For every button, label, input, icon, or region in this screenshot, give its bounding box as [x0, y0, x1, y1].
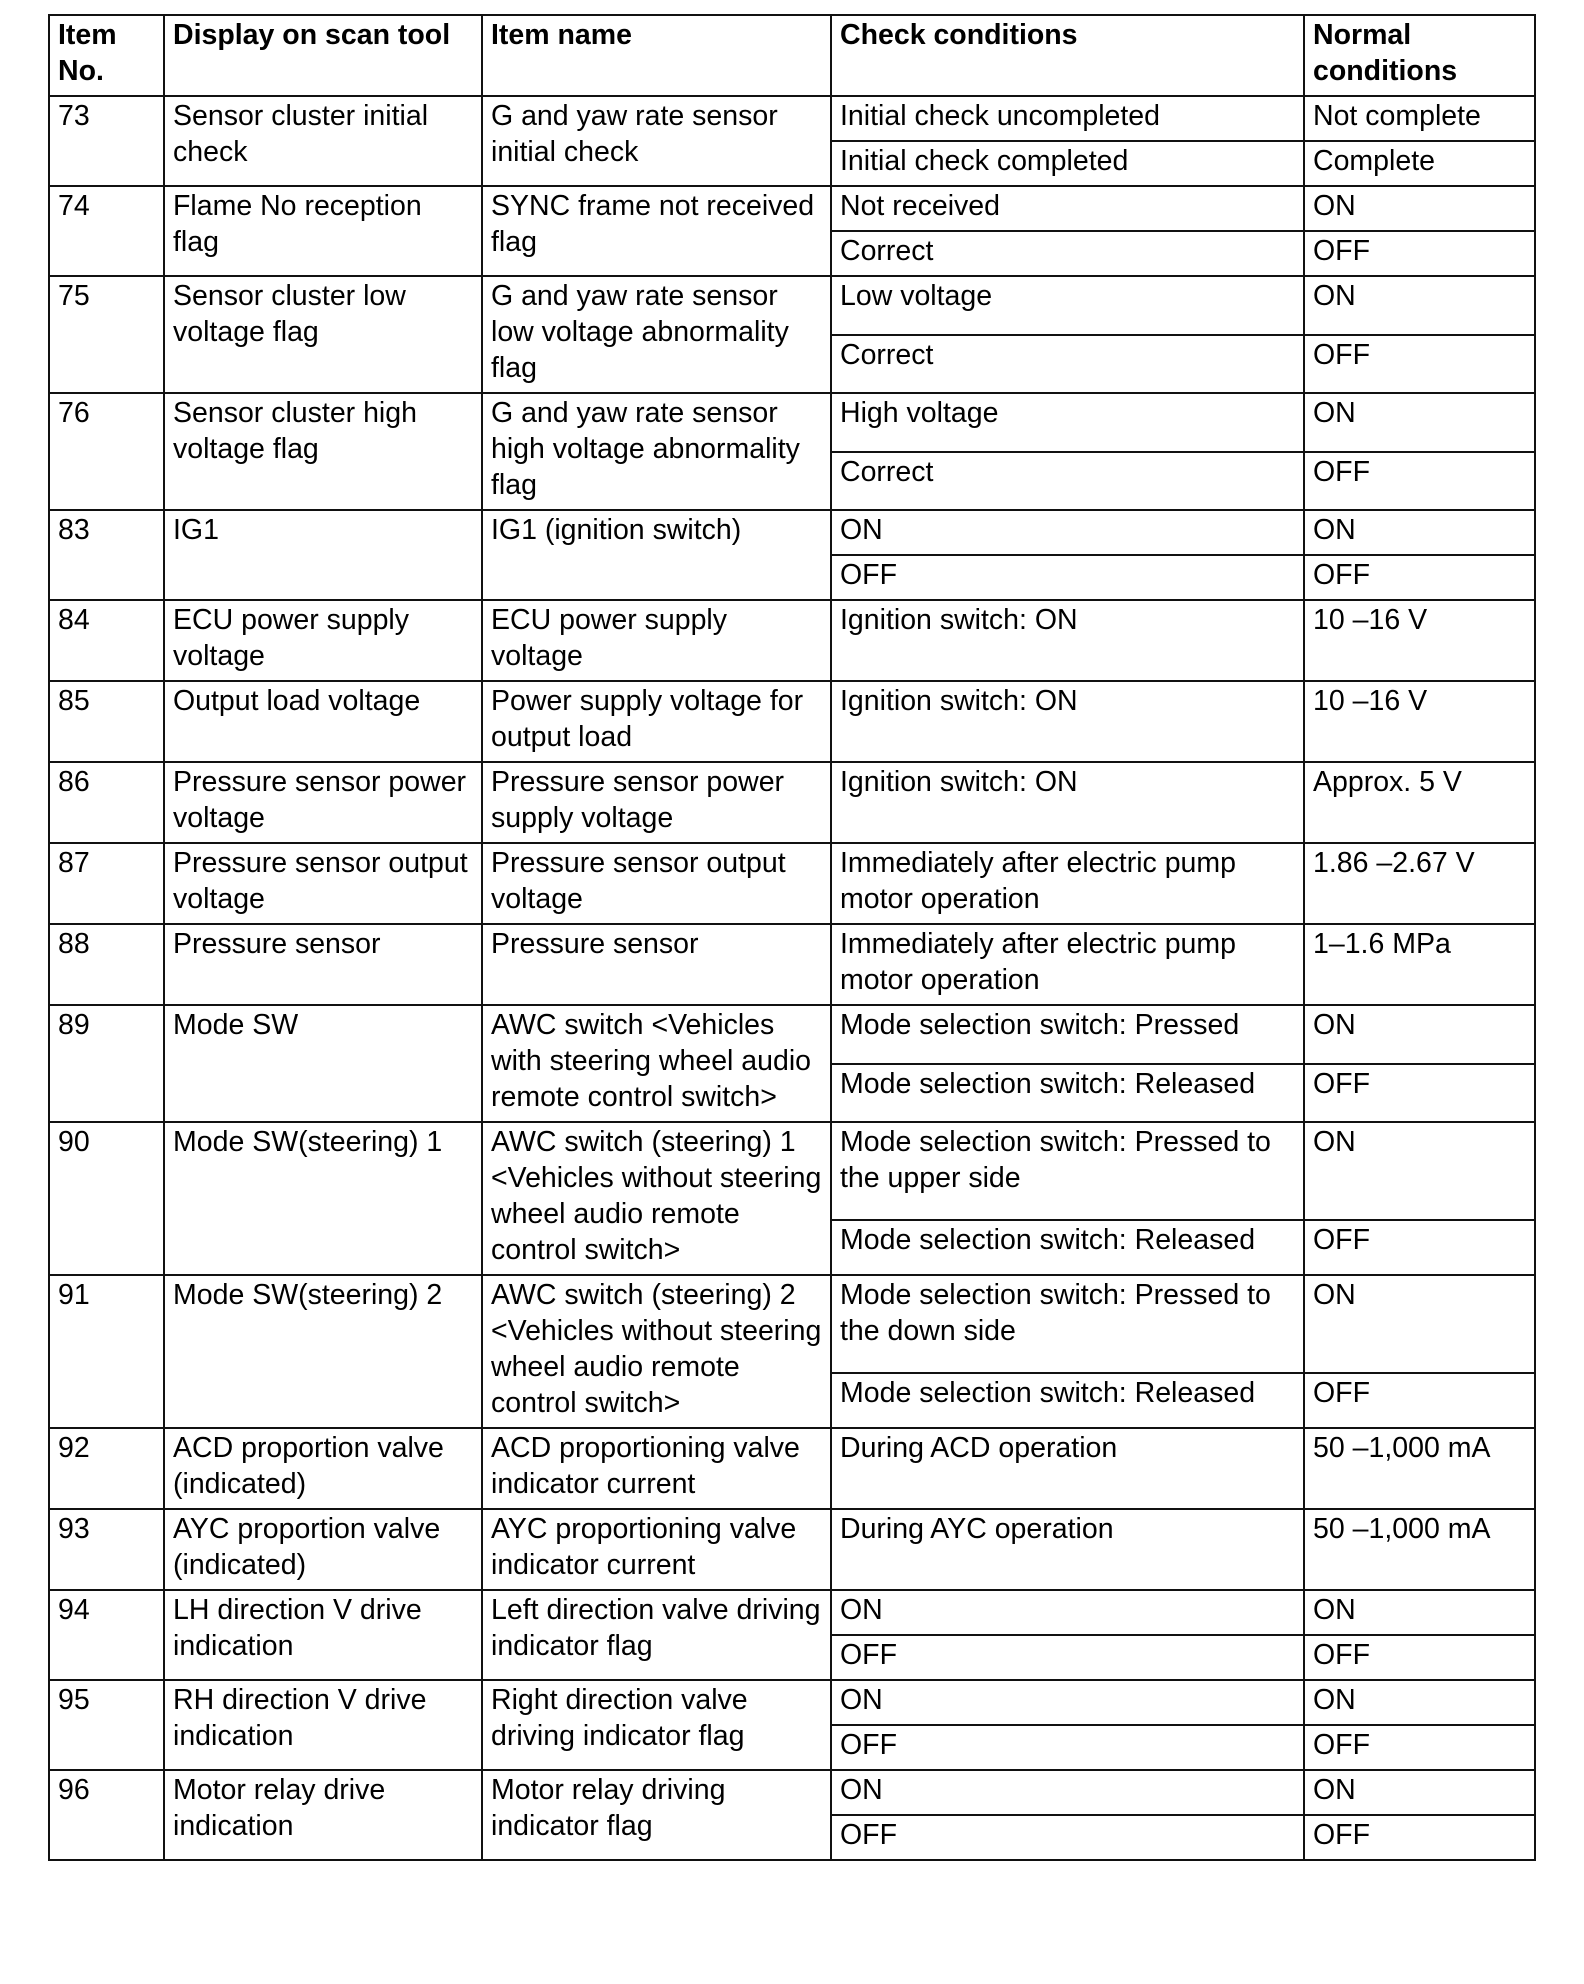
table-row — [49, 1275, 1535, 1373]
item-no-cell: 93 — [49, 1509, 164, 1590]
item-name-cell: AYC proportioning valve indicator current — [482, 1509, 831, 1590]
item-name-cell: Pressure sensor output voltage — [482, 843, 831, 924]
check-condition-cell: During ACD operation — [831, 1428, 1304, 1509]
table-row — [49, 1590, 1535, 1635]
item-name-cell: Pressure sensor power supply voltage — [482, 762, 831, 843]
normal-condition-cell: Complete — [1304, 141, 1535, 186]
item-no-cell: 73 — [49, 96, 164, 186]
check-condition-cell: Ignition switch: ON — [831, 600, 1304, 681]
table-body — [49, 96, 1535, 1860]
normal-condition-cell: ON — [1304, 1122, 1535, 1220]
normal-condition-cell: OFF — [1304, 1815, 1535, 1860]
item-name-cell: AWC switch <Vehicles with steering wheel audio remote control switch> — [482, 1005, 831, 1122]
item-no-cell: 90 — [49, 1122, 164, 1275]
item-no-cell: 74 — [49, 186, 164, 276]
item-no-cell: 75 — [49, 276, 164, 393]
check-condition-cell: ON — [831, 1680, 1304, 1725]
item-name-cell: ECU power supply voltage — [482, 600, 831, 681]
normal-condition-cell: OFF — [1304, 335, 1535, 394]
item-name-cell: Pressure sensor — [482, 924, 831, 1005]
check-condition-cell: ON — [831, 510, 1304, 555]
header-item-name: Item name — [482, 15, 831, 96]
display-on-scan-tool-cell: Mode SW(steering) 2 — [164, 1275, 482, 1428]
normal-condition-cell: OFF — [1304, 555, 1535, 600]
display-on-scan-tool-cell: Sensor cluster initial check — [164, 96, 482, 186]
item-no-cell: 86 — [49, 762, 164, 843]
normal-condition-cell: 10 –16 V — [1304, 681, 1535, 762]
display-on-scan-tool-cell: Sensor cluster low voltage flag — [164, 276, 482, 393]
normal-condition-cell: Approx. 5 V — [1304, 762, 1535, 843]
header-check-conditions: Check conditions — [831, 15, 1304, 96]
header-row — [49, 15, 1535, 96]
display-on-scan-tool-cell: Pressure sensor power voltage — [164, 762, 482, 843]
check-condition-cell: Correct — [831, 231, 1304, 276]
normal-condition-cell: 10 –16 V — [1304, 600, 1535, 681]
display-on-scan-tool-cell: Pressure sensor output voltage — [164, 843, 482, 924]
check-condition-cell: Mode selection switch: Released — [831, 1373, 1304, 1428]
check-condition-cell: Initial check uncompleted — [831, 96, 1304, 141]
table-row — [49, 1005, 1535, 1064]
display-on-scan-tool-cell: AYC proportion valve (indicated) — [164, 1509, 482, 1590]
table-row — [49, 1509, 1535, 1590]
normal-condition-cell: OFF — [1304, 231, 1535, 276]
normal-condition-cell: ON — [1304, 510, 1535, 555]
normal-condition-cell: OFF — [1304, 1635, 1535, 1680]
check-condition-cell: Mode selection switch: Released — [831, 1064, 1304, 1123]
table-row — [49, 186, 1535, 231]
item-name-cell: Power supply voltage for output load — [482, 681, 831, 762]
check-condition-cell: High voltage — [831, 393, 1304, 452]
item-name-cell: SYNC frame not received flag — [482, 186, 831, 276]
normal-condition-cell: ON — [1304, 1005, 1535, 1064]
item-no-cell: 96 — [49, 1770, 164, 1860]
normal-condition-cell: ON — [1304, 393, 1535, 452]
display-on-scan-tool-cell: Flame No reception flag — [164, 186, 482, 276]
normal-condition-cell: OFF — [1304, 1373, 1535, 1428]
item-no-cell: 89 — [49, 1005, 164, 1122]
display-on-scan-tool-cell: ECU power supply voltage — [164, 600, 482, 681]
table-row — [49, 600, 1535, 681]
data-list-sheet — [48, 14, 1534, 1861]
table-row — [49, 393, 1535, 452]
normal-condition-cell: ON — [1304, 276, 1535, 335]
check-condition-cell: Correct — [831, 452, 1304, 511]
check-condition-cell: Mode selection switch: Pressed to the upper side — [831, 1122, 1304, 1220]
header-normal-conditions: Normal conditions — [1304, 15, 1535, 96]
item-name-cell: G and yaw rate sensor high voltage abnormality flag — [482, 393, 831, 510]
header-display-on-scan-tool: Display on scan tool — [164, 15, 482, 96]
table-row — [49, 1680, 1535, 1725]
normal-condition-cell: 1.86 –2.67 V — [1304, 843, 1535, 924]
display-on-scan-tool-cell: Mode SW(steering) 1 — [164, 1122, 482, 1275]
normal-condition-cell: ON — [1304, 1275, 1535, 1373]
check-condition-cell: Mode selection switch: Pressed — [831, 1005, 1304, 1064]
normal-condition-cell: 50 –1,000 mA — [1304, 1509, 1535, 1590]
item-no-cell: 91 — [49, 1275, 164, 1428]
item-no-cell: 76 — [49, 393, 164, 510]
check-condition-cell: OFF — [831, 1635, 1304, 1680]
display-on-scan-tool-cell: LH direction V drive indication — [164, 1590, 482, 1680]
check-condition-cell: ON — [831, 1770, 1304, 1815]
check-condition-cell: Low voltage — [831, 276, 1304, 335]
item-no-cell: 87 — [49, 843, 164, 924]
table-row — [49, 1122, 1535, 1220]
display-on-scan-tool-cell: Sensor cluster high voltage flag — [164, 393, 482, 510]
check-condition-cell: Mode selection switch: Pressed to the down side — [831, 1275, 1304, 1373]
display-on-scan-tool-cell: IG1 — [164, 510, 482, 600]
table-row — [49, 843, 1535, 924]
item-no-cell: 92 — [49, 1428, 164, 1509]
normal-condition-cell: ON — [1304, 1590, 1535, 1635]
normal-condition-cell: OFF — [1304, 452, 1535, 511]
display-on-scan-tool-cell: RH direction V drive indication — [164, 1680, 482, 1770]
table-row — [49, 762, 1535, 843]
check-condition-cell: Initial check completed — [831, 141, 1304, 186]
item-no-cell: 95 — [49, 1680, 164, 1770]
normal-condition-cell: OFF — [1304, 1725, 1535, 1770]
table-row — [49, 681, 1535, 762]
table-header — [49, 15, 1535, 96]
item-name-cell: AWC switch (steering) 2 <Vehicles without steering wheel audio remote control switch> — [482, 1275, 831, 1428]
normal-condition-cell: OFF — [1304, 1220, 1535, 1275]
check-condition-cell: OFF — [831, 1815, 1304, 1860]
check-condition-cell: Correct — [831, 335, 1304, 394]
item-name-cell: G and yaw rate sensor initial check — [482, 96, 831, 186]
item-no-cell: 83 — [49, 510, 164, 600]
item-name-cell: Left direction valve driving indicator flag — [482, 1590, 831, 1680]
normal-condition-cell: ON — [1304, 1680, 1535, 1725]
check-condition-cell: Not received — [831, 186, 1304, 231]
normal-condition-cell: ON — [1304, 186, 1535, 231]
check-condition-cell: Ignition switch: ON — [831, 681, 1304, 762]
check-condition-cell: Immediately after electric pump motor operation — [831, 843, 1304, 924]
item-name-cell: ACD proportioning valve indicator current — [482, 1428, 831, 1509]
check-condition-cell: Ignition switch: ON — [831, 762, 1304, 843]
data-list-table — [48, 14, 1536, 1861]
check-condition-cell: OFF — [831, 555, 1304, 600]
display-on-scan-tool-cell: Pressure sensor — [164, 924, 482, 1005]
table-row — [49, 1428, 1535, 1509]
table-row — [49, 1770, 1535, 1815]
item-no-cell: 85 — [49, 681, 164, 762]
check-condition-cell: ON — [831, 1590, 1304, 1635]
item-name-cell: G and yaw rate sensor low voltage abnormality flag — [482, 276, 831, 393]
normal-condition-cell: Not complete — [1304, 96, 1535, 141]
normal-condition-cell: 50 –1,000 mA — [1304, 1428, 1535, 1509]
item-name-cell: IG1 (ignition switch) — [482, 510, 831, 600]
check-condition-cell: Mode selection switch: Released — [831, 1220, 1304, 1275]
normal-condition-cell: OFF — [1304, 1064, 1535, 1123]
table-row — [49, 96, 1535, 141]
check-condition-cell: Immediately after electric pump motor operation — [831, 924, 1304, 1005]
table-row — [49, 276, 1535, 335]
item-no-cell: 84 — [49, 600, 164, 681]
table-row — [49, 510, 1535, 555]
header-item-no: Item No. — [49, 15, 164, 96]
item-name-cell: Motor relay driving indicator flag — [482, 1770, 831, 1860]
item-no-cell: 88 — [49, 924, 164, 1005]
item-name-cell: Right direction valve driving indicator flag — [482, 1680, 831, 1770]
check-condition-cell: OFF — [831, 1725, 1304, 1770]
item-no-cell: 94 — [49, 1590, 164, 1680]
display-on-scan-tool-cell: Output load voltage — [164, 681, 482, 762]
display-on-scan-tool-cell: ACD proportion valve (indicated) — [164, 1428, 482, 1509]
normal-condition-cell: 1–1.6 MPa — [1304, 924, 1535, 1005]
display-on-scan-tool-cell: Motor relay drive indication — [164, 1770, 482, 1860]
item-name-cell: AWC switch (steering) 1 <Vehicles without steering wheel audio remote control switch> — [482, 1122, 831, 1275]
check-condition-cell: During AYC operation — [831, 1509, 1304, 1590]
display-on-scan-tool-cell: Mode SW — [164, 1005, 482, 1122]
table-row — [49, 924, 1535, 1005]
normal-condition-cell: ON — [1304, 1770, 1535, 1815]
